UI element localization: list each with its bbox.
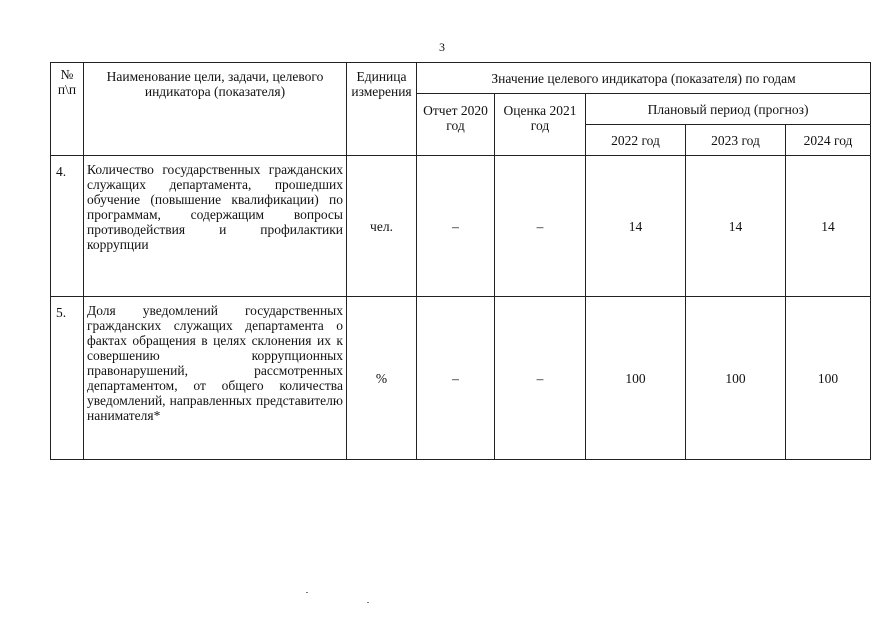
header-report-2020: Отчет 2020 год [417, 94, 495, 156]
row-indicator-name: Доля уведомлений государственных гражданских служащих департамента о фактах обращения в целях склонения их к совершению коррупционных правонарушений, рассмотренных департаментом, от общего количества уведомлений, направленных представителю нанимателя* [84, 297, 347, 460]
indicators-table [50, 62, 871, 460]
row-report-2020: – [417, 297, 495, 460]
header-estimate-2021: Оценка 2021 год [495, 94, 586, 156]
header-row-1 [51, 63, 871, 94]
row-value-2023: 14 [686, 156, 786, 297]
row-value-2023: 100 [686, 297, 786, 460]
row-number: 5. [51, 297, 84, 460]
scan-artifact [367, 602, 369, 603]
row-unit: чел. [347, 156, 417, 297]
row-indicator-name: Количество государственных гражданских служащих департамента, прошедших обучение (повышение квалификации) по программам, содержащим вопросы противодействия и профилактики коррупции [84, 156, 347, 297]
scan-artifact [306, 592, 308, 593]
header-unit: Единица измерения [347, 63, 417, 156]
row-number: 4. [51, 156, 84, 297]
table-row [51, 297, 871, 460]
page-number: 3 [439, 40, 445, 54]
row-value-2024: 14 [786, 156, 871, 297]
table-row [51, 156, 871, 297]
row-estimate-2021: – [495, 156, 586, 297]
header-plan-group: Плановый период (прогноз) [586, 94, 871, 125]
header-values-group: Значение целевого индикатора (показателя) по годам [417, 63, 871, 94]
row-value-2022: 100 [586, 297, 686, 460]
row-report-2020: – [417, 156, 495, 297]
row-estimate-2021: – [495, 297, 586, 460]
header-year-2024: 2024 год [786, 125, 871, 156]
row-value-2024: 100 [786, 297, 871, 460]
header-year-2023: 2023 год [686, 125, 786, 156]
row-value-2022: 14 [586, 156, 686, 297]
header-no: № п\п [51, 63, 84, 156]
row-unit: % [347, 297, 417, 460]
header-name: Наименование цели, задачи, целевого индикатора (показателя) [84, 63, 347, 156]
header-year-2022: 2022 год [586, 125, 686, 156]
